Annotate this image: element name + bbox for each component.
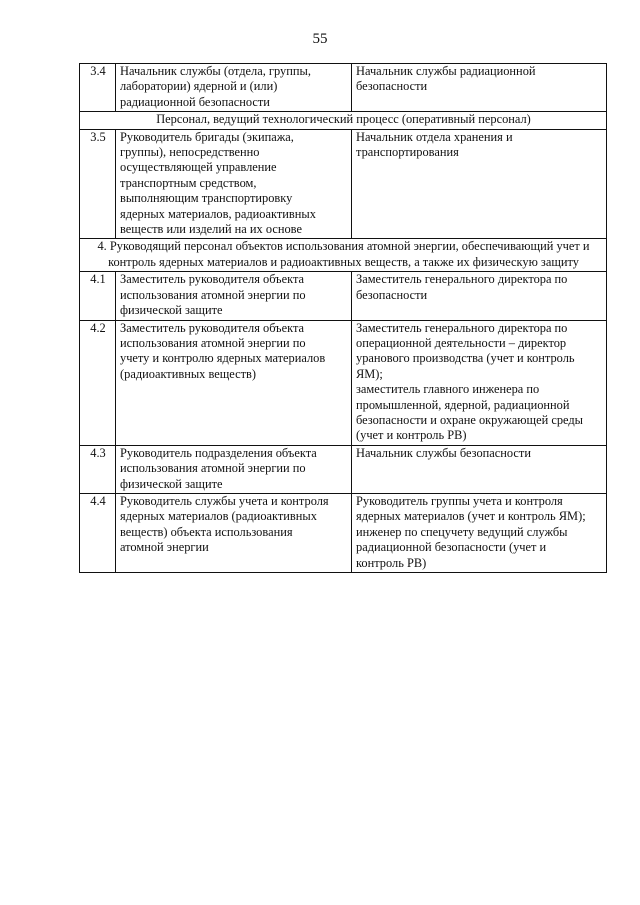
position-cell: Руководитель бригады (экипажа, группы), непосредственно осуществляющей управление транспортным средством, выполняющим транспортировку ядерных материалов, радиоактивных веществ или изделий на их основе [116, 129, 352, 239]
table-row [80, 272, 607, 320]
table-row [80, 445, 607, 493]
page-number: 55 [312, 31, 328, 47]
row-number: 4.4 [80, 493, 116, 572]
section-row [80, 239, 607, 272]
position-cell: Заместитель руководителя объекта использования атомной энергии по физической защите [116, 272, 352, 320]
supervisor-cell: Начальник отдела хранения и транспортирования [352, 129, 607, 239]
row-number: 3.4 [80, 64, 116, 112]
supervisor-cell: Заместитель генерального директора по безопасности [352, 272, 607, 320]
table-row [80, 320, 607, 445]
row-number: 4.2 [80, 320, 116, 445]
position-cell: Руководитель службы учета и контроля ядерных материалов (радиоактивных веществ) объекта использования атомной энергии [116, 493, 352, 572]
table-row [80, 493, 607, 572]
row-number: 3.5 [80, 129, 116, 239]
supervisor-cell: Начальник службы радиационной безопасности [352, 64, 607, 112]
table-row [80, 129, 607, 239]
supervisor-cell: Руководитель группы учета и контроля ядерных материалов (учет и контроль ЯМ); инженер по спецучету ведущий службы радиационной безопасности (учет и контроль РВ) [352, 493, 607, 572]
row-number: 4.1 [80, 272, 116, 320]
supervisor-cell: Начальник службы безопасности [352, 445, 607, 493]
positions-table [79, 63, 607, 573]
section-header: 4. Руководящий персонал объектов использования атомной энергии, обеспечивающий учет и контроль ядерных материалов и радиоактивных веществ, а также их физическую защиту [80, 239, 607, 272]
position-cell: Начальник службы (отдела, группы, лаборатории) ядерной и (или) радиационной безопасности [116, 64, 352, 112]
position-cell: Руководитель подразделения объекта использования атомной энергии по физической защите [116, 445, 352, 493]
row-number: 4.3 [80, 445, 116, 493]
section-header: Персонал, ведущий технологический процесс (оперативный персонал) [80, 112, 607, 129]
supervisor-cell: Заместитель генерального директора по операционной деятельности – директор уранового производства (учет и контроль ЯМ); заместитель главного инженера по промышленной, ядерной, радиационной безопасности и охране окружающей среды (учет и контроль РВ) [352, 320, 607, 445]
position-cell: Заместитель руководителя объекта использования атомной энергии по учету и контролю ядерных материалов (радиоактивных веществ) [116, 320, 352, 445]
section-row [80, 112, 607, 129]
table-row [80, 64, 607, 112]
